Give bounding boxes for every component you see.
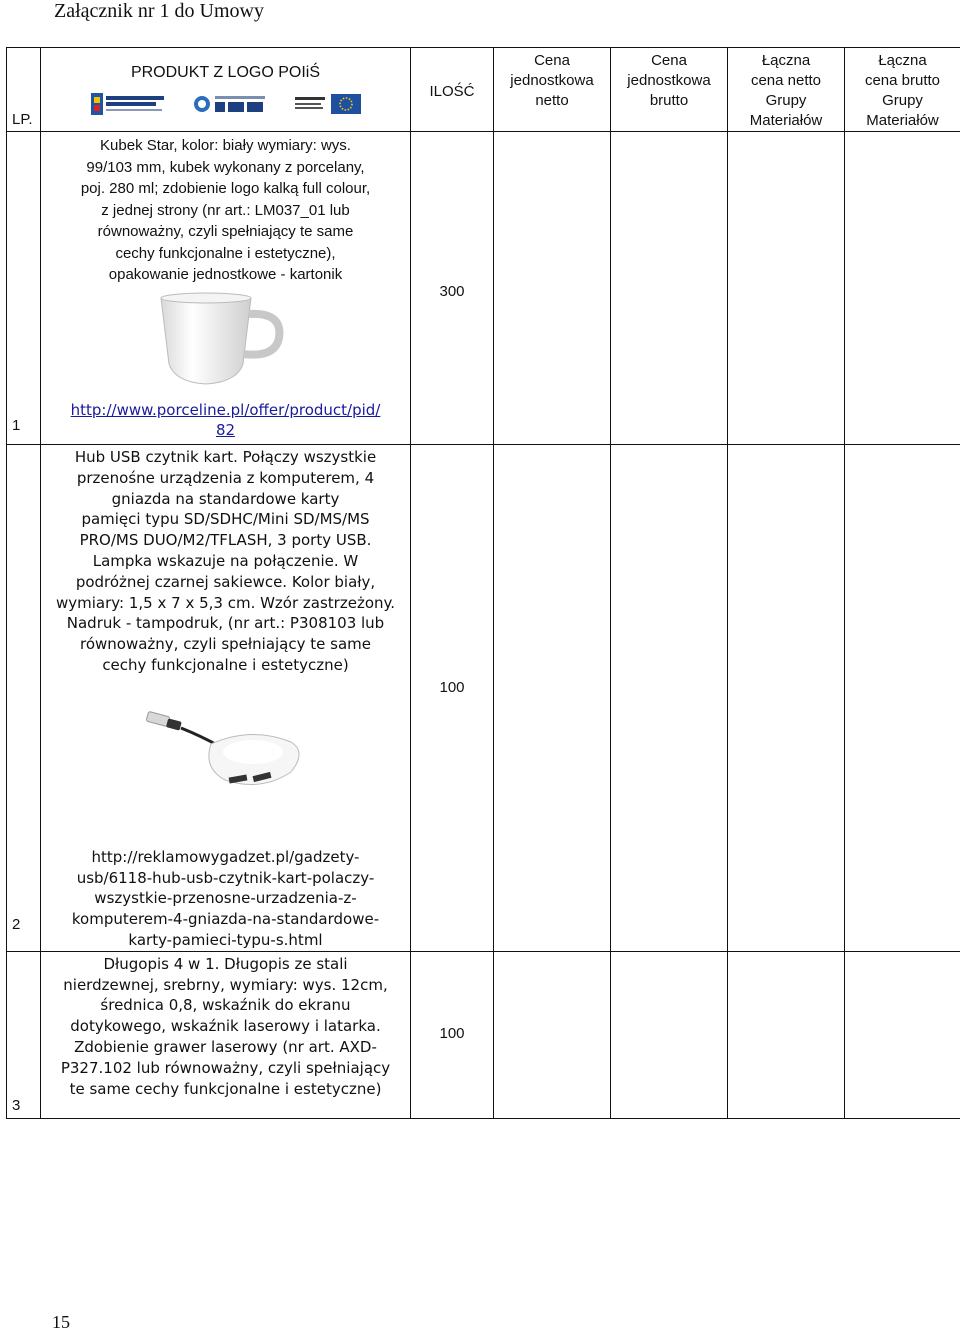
header-total-net: [728, 48, 845, 132]
description-line: z jednej strony (nr art.: LM037_01 lub: [101, 201, 350, 219]
qty-value: 100: [439, 1024, 465, 1042]
row-total-gross: [845, 132, 960, 445]
row-qty: [411, 132, 494, 445]
document-title: Załącznik nr 1 do Umowy: [54, 0, 264, 22]
row-net-unit: [494, 445, 611, 952]
description-line: podróżnej czarnej sakiewce. Kolor biały,: [75, 572, 376, 591]
header-net-unit: [494, 48, 611, 132]
row-lp-label: 2: [12, 916, 21, 933]
row-description: [41, 445, 411, 952]
url-line[interactable]: wszystkie-przenosne-urzadzenia-z-: [94, 889, 357, 908]
product-link[interactable]: 82: [215, 420, 236, 439]
description-line: te same cechy funkcjonalne i estetyczne): [69, 1079, 382, 1098]
header-row: [7, 48, 960, 132]
usb-hub-image: [41, 706, 410, 811]
header-total-gross: [845, 48, 960, 132]
description-text: [41, 135, 410, 286]
description-line: Hub USB czytnik kart. Połączy wszystkie: [74, 448, 377, 466]
header-total-net-line: cena netto: [750, 72, 822, 89]
polskie-lng-logo: [193, 93, 269, 115]
row-net-unit: [494, 951, 611, 1118]
url-line[interactable]: usb/6118-hub-usb-czytnik-kart-polaczy-: [76, 868, 375, 887]
header-total-gross-line: Grupy: [882, 92, 923, 109]
description-line: Nadruk - tampodruk, (nr art.: P308103 lub: [66, 614, 385, 633]
header-total-gross-line: Łączna: [878, 52, 927, 69]
description-line: pamięci typu SD/SDHC/Mini SD/MS/MS: [81, 510, 370, 529]
row-total-net: [728, 445, 845, 952]
row-lp: [7, 951, 41, 1118]
description-line: równoważny, czyli spełniający te same: [97, 223, 354, 240]
row-total-gross: [845, 445, 960, 952]
header-net-unit-line: jednostkowa: [510, 72, 594, 89]
description-line: przenośne urządzenia z komputerem, 4: [76, 468, 375, 487]
row-gross-unit: [611, 132, 728, 445]
description-line: opakowanie jednostkowe - kartonik: [108, 266, 343, 283]
row-lp: [7, 132, 41, 445]
url-line[interactable]: http://reklamowygadzet.pl/gadzety-: [91, 847, 360, 866]
header-total-net-line: Łączna: [761, 52, 811, 69]
table-row: [7, 445, 960, 952]
header-gross-unit-line: brutto: [649, 92, 689, 109]
row-total-net: [728, 132, 845, 445]
description-line: Zdobienie grawer laserowy (nr art. AXD-: [74, 1037, 377, 1056]
header-total-net-line: Grupy: [765, 92, 807, 109]
description-line: P327.102 lub równoważny, czyli spełniający: [60, 1058, 391, 1077]
row-total-gross: [845, 951, 960, 1118]
page-number: 15: [52, 1312, 70, 1332]
header-product: [41, 48, 411, 132]
description-line: Lampka wskazuje na połączenie. W: [92, 551, 359, 570]
header-total-gross-line: cena brutto: [864, 72, 941, 89]
row-lp: [7, 445, 41, 952]
row-net-unit: [494, 132, 611, 445]
header-gross-unit-line: jednostkowa: [627, 72, 711, 89]
header-qty-label: ILOŚĆ: [429, 83, 475, 100]
row-total-net: [728, 951, 845, 1118]
product-link[interactable]: http://www.porceline.pl/offer/product/pid/: [70, 400, 381, 419]
row-description: [41, 951, 411, 1118]
row-lp-label: 3: [12, 1096, 21, 1114]
description-line: średnica 0,8, wskaźnik do ekranu: [100, 996, 351, 1015]
description-line: nierdzewnej, srebrny, wymiary: wys. 12cm,: [63, 975, 388, 994]
row-gross-unit: [611, 951, 728, 1118]
qty-value: 300: [439, 283, 465, 300]
description-line: cechy funkcjonalne i estetyczne): [102, 655, 349, 674]
header-lp: [7, 48, 41, 132]
row-qty: [411, 951, 494, 1118]
white-mug-image: [41, 290, 410, 393]
product-url[interactable]: [41, 847, 410, 951]
infrastruktura-srodowisko-logo: [91, 91, 167, 117]
header-total-net-line: Materiałów: [749, 112, 823, 129]
url-line[interactable]: komputerem-4-gniazda-na-standardowe-: [71, 910, 380, 929]
header-qty: [411, 48, 494, 132]
description-line: Kubek Star, kolor: biały wymiary: wys.: [100, 137, 351, 154]
header-gross-unit: [611, 48, 728, 132]
products-table: [6, 47, 960, 1119]
product-url[interactable]: [41, 400, 410, 440]
description-line: PRO/MS DUO/M2/TFLASH, 3 porty USB.: [79, 531, 372, 550]
header-gross-unit-line: Cena: [651, 52, 687, 69]
description-line: 99/103 mm, kubek wykonany z porcelany,: [86, 158, 365, 176]
row-description: [41, 132, 411, 445]
description-line: dotykowego, wskaźnik laserowy i latarka.: [70, 1017, 381, 1036]
description-line: poj. 280 ml; zdobienie logo kalką full colour,: [80, 180, 371, 197]
table-row: [7, 132, 960, 445]
row-gross-unit: [611, 445, 728, 952]
description-text: [41, 447, 410, 676]
description-line: cechy funkcjonalne i estetyczne),: [115, 244, 336, 262]
row-qty: [411, 445, 494, 952]
qty-value: 100: [439, 679, 465, 696]
header-total-gross-line: Materiałów: [866, 112, 939, 129]
row-lp-label: 1: [12, 417, 21, 434]
header-net-unit-line: Cena: [534, 52, 570, 69]
description-line: równoważny, czyli spełniający te same: [80, 635, 371, 654]
description-line: gniazda na standardowe karty: [111, 489, 340, 508]
header-net-unit-line: netto: [535, 92, 569, 109]
description-text: [41, 954, 410, 1100]
description-line: wymiary: 1,5 x 7 x 5,3 cm. Wzór zastrzeżony.: [55, 593, 396, 612]
header-product-label: PRODUKT Z LOGO POIiŚ: [130, 64, 321, 81]
table-row: [7, 951, 960, 1118]
header-logos: [41, 91, 410, 117]
unia-europejska-logo: [295, 93, 361, 115]
header-lp-label: LP.: [12, 111, 33, 128]
url-line[interactable]: karty-pamieci-typu-s.html: [128, 930, 323, 949]
description-line: Długopis 4 w 1. Długopis ze stali: [103, 954, 348, 973]
